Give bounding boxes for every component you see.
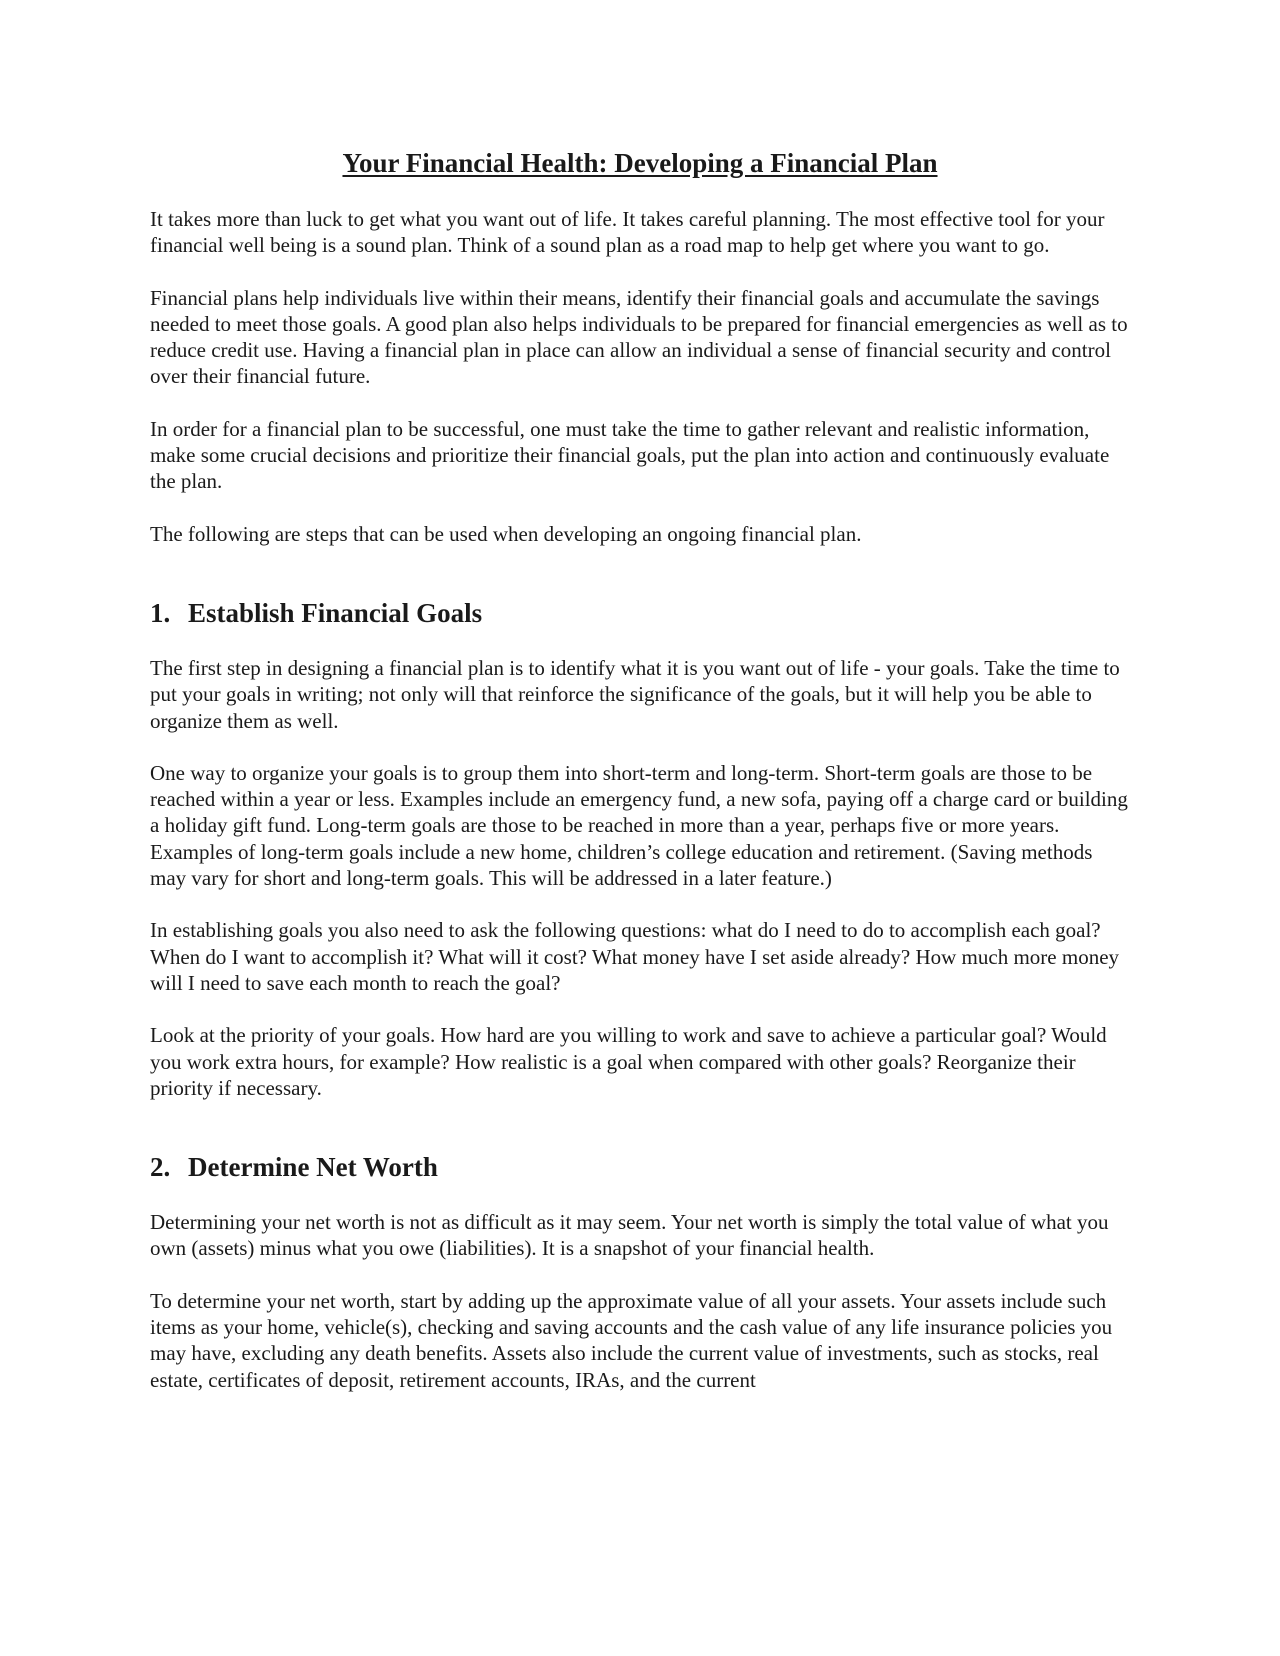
intro-paragraph: Financial plans help individuals live within their means, identify their financial goals and accumulate the savings needed to meet those goals. A good plan also helps individuals to be prepared for financial emergencies as well as to reduce credit use. Having a financial plan in place can allow an individual a sense of financial security and control over their financial future. xyxy=(150,285,1128,389)
section-title: Determine Net Worth xyxy=(188,1152,438,1183)
section-paragraph: Determining your net worth is not as difficult as it may seem. Your net worth is simply the total value of what you own (assets) minus what you owe (liabilities). It is a snapshot of your financial health. xyxy=(150,1210,1109,1261)
section-heading xyxy=(150,1151,1130,1183)
intro-paragraph: It takes more than luck to get what you want out of life. It takes careful planning. The most effective tool for your financial well being is a sound plan. Think of a sound plan as a road map to help get where you want to go. xyxy=(150,207,1105,258)
section-number: 1. xyxy=(150,597,171,628)
section-paragraph: One way to organize your goals is to group them into short-term and long-term. Short-term goals are those to be reached within a year or less. Examples include an emergency fund, a new sofa, paying off a charge card or building a holiday gift fund. Long-term goals are those to be reached in more than a year, perhaps five or more years. Examples of long-term goals include a new home, children’s college education and retirement. (Saving methods may vary for short and long-term goals. This will be addressed in a later feature.) xyxy=(150,760,1128,891)
section-title: Establish Financial Goals xyxy=(188,597,483,628)
section-heading xyxy=(150,597,1130,629)
intro-paragraph: In order for a financial plan to be successful, one must take the time to gather relevant and realistic information, make some crucial decisions and prioritize their financial goals, put the plan into action and continuously evaluate the plan. xyxy=(150,416,1110,494)
section-paragraph: Look at the priority of your goals. How hard are you willing to work and save to achieve a particular goal? Would you work extra hours, for example? How realistic is a goal when compared with other goals? Reorganize their priority if necessary. xyxy=(150,1023,1107,1100)
section-number: 2. xyxy=(150,1152,171,1183)
document-page xyxy=(150,146,1130,1419)
section-paragraph: In establishing goals you also need to ask the following questions: what do I need to do to accomplish each goal? When do I want to accomplish it? What will it cost? What money have I set aside already? How much more money will I need to save each month to reach the goal? xyxy=(150,918,1120,995)
section-paragraph: To determine your net worth, start by adding up the approximate value of all your assets. Your assets include such items as your home, vehicle(s), checking and saving accounts and the cash value of any life insurance policies you may have, excluding any death benefits. Assets also include the current value of investments, such as stocks, real estate, certificates of deposit, retirement accounts, IRAs, and the current xyxy=(150,1288,1113,1392)
document-title: Your Financial Health: Developing a Financial Plan xyxy=(342,148,938,178)
section-paragraph: The first step in designing a financial plan is to identify what it is you want out of life - your goals. Take the time to put your goals in writing; not only will that reinforce the significance of the goals, but it will help you be able to organize them as well. xyxy=(150,655,1120,733)
intro-paragraph: The following are steps that can be used when developing an ongoing financial plan. xyxy=(150,521,862,546)
